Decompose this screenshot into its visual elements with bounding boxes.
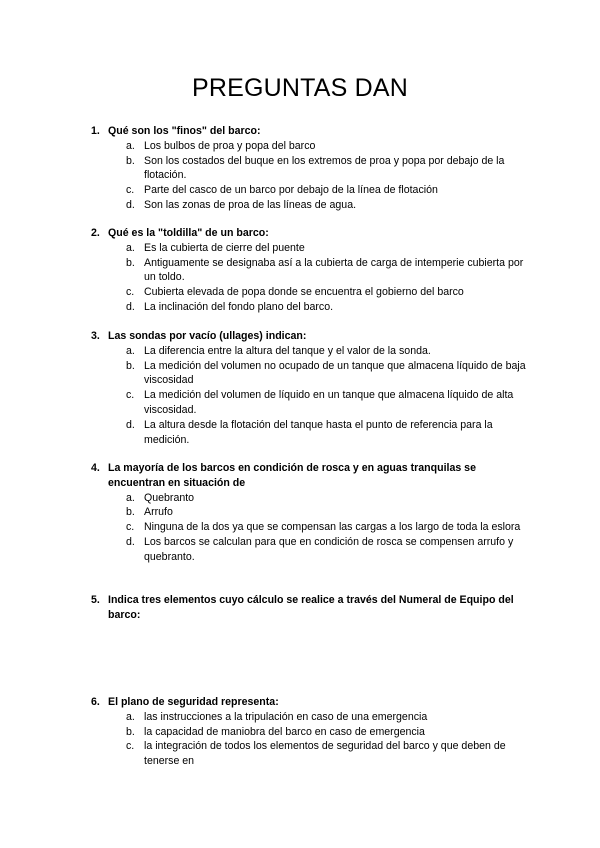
question-1 <box>91 124 531 213</box>
option-text: La diferencia entre la altura del tanque y el valor de la sonda. <box>144 344 431 357</box>
options-list <box>91 710 531 769</box>
question-heading <box>91 461 531 491</box>
option-letter: d. <box>126 535 135 548</box>
option-letter: a. <box>126 344 135 357</box>
page-title: PREGUNTAS DAN <box>191 74 409 102</box>
question-number: 3. <box>91 330 100 342</box>
option-item <box>91 505 531 520</box>
question-heading <box>91 593 531 623</box>
option-text: Quebranto <box>144 491 195 504</box>
option-letter: c. <box>126 389 135 402</box>
option-text: La medición del volumen no ocupado de un tanque que almacena líquido de baja viscosidad <box>144 359 526 387</box>
option-text: Parte del casco de un barco por debajo de la línea de flotación <box>144 184 438 197</box>
question-text: Qué son los "finos" del barco: <box>108 125 261 137</box>
option-letter: b. <box>126 506 135 519</box>
option-text: La inclinación del fondo plano del barco. <box>144 300 334 313</box>
question-number: 4. <box>91 462 100 474</box>
option-text: Son los costados del buque en los extremos de proa y popa por debajo de la flotación. <box>144 154 505 182</box>
option-letter: b. <box>126 359 135 372</box>
option-item <box>91 520 531 535</box>
option-letter: c. <box>126 184 135 197</box>
option-text: Cubierta elevada de popa donde se encuentra el gobierno del barco <box>144 286 464 299</box>
option-letter: b. <box>126 256 135 269</box>
option-letter: c. <box>126 521 135 534</box>
option-item <box>91 344 531 359</box>
option-item <box>91 359 531 389</box>
option-text: Antiguamente se designaba así a la cubierta de carga de intemperie cubierta por un toldo. <box>144 256 524 284</box>
option-item <box>91 256 531 286</box>
option-item <box>91 154 531 184</box>
options-list <box>91 491 531 565</box>
option-letter: d. <box>126 418 135 431</box>
question-text: El plano de seguridad representa: <box>108 696 279 708</box>
option-text: La altura desde la flotación del tanque hasta el punto de referencia para la medición. <box>144 418 493 446</box>
question-text: Qué es la "toldilla" de un barco: <box>108 227 269 239</box>
option-item <box>91 491 531 506</box>
option-text: las instrucciones a la tripulación en caso de una emergencia <box>144 710 428 723</box>
options-list <box>91 344 531 448</box>
question-number: 1. <box>91 125 100 137</box>
question-text: Indica tres elementos cuyo cálculo se realice a través del Numeral de Equipo del barco: <box>108 594 514 621</box>
option-letter: a. <box>126 710 135 723</box>
options-list <box>91 241 531 315</box>
question-2 <box>91 226 531 315</box>
option-item <box>91 725 531 740</box>
option-text: Los bulbos de proa y popa del barco <box>144 139 316 152</box>
question-heading <box>91 329 531 344</box>
question-5 <box>91 593 531 623</box>
question-text: La mayoría de los barcos en condición de rosca y en aguas tranquilas se encuentran en situación de <box>108 462 476 489</box>
question-heading <box>91 695 531 710</box>
option-item <box>91 241 531 256</box>
option-item <box>91 710 531 725</box>
question-heading <box>91 124 531 139</box>
option-text: Arrufo <box>144 506 173 519</box>
option-text: Los barcos se calculan para que en condición de rosca se compensen arrufo y quebranto. <box>144 535 514 563</box>
option-letter: b. <box>126 725 135 738</box>
option-text: Ninguna de la dos ya que se compensan las cargas a los largo de toda la eslora <box>144 521 521 534</box>
option-item <box>91 535 531 565</box>
option-item <box>91 198 531 213</box>
question-number: 6. <box>91 696 100 708</box>
option-letter: d. <box>126 300 135 313</box>
option-letter: a. <box>126 139 135 152</box>
option-letter: c. <box>126 740 135 753</box>
option-text: La medición del volumen de líquido en un tanque que almacena líquido de alta viscosidad. <box>144 389 514 416</box>
option-item <box>91 418 531 448</box>
question-heading <box>91 226 531 241</box>
option-item <box>91 139 531 154</box>
option-letter: a. <box>126 241 135 254</box>
option-text: Es la cubierta de cierre del puente <box>144 241 305 254</box>
question-number: 2. <box>91 227 100 239</box>
question-3 <box>91 329 531 447</box>
question-text: Las sondas por vacío (ullages) indican: <box>108 330 307 342</box>
option-letter: a. <box>126 491 135 504</box>
question-6 <box>91 695 531 769</box>
option-letter: b. <box>126 154 135 167</box>
question-4 <box>91 461 531 565</box>
option-item <box>91 183 531 198</box>
option-item <box>91 388 531 418</box>
option-text: Son las zonas de proa de las líneas de agua. <box>144 198 357 211</box>
option-letter: c. <box>126 286 135 299</box>
option-text: la integración de todos los elementos de seguridad del barco y que deben de tenerse en <box>144 740 506 768</box>
option-item <box>91 300 531 315</box>
options-list <box>91 139 531 213</box>
option-item <box>91 739 531 769</box>
option-letter: d. <box>126 198 135 211</box>
question-number: 5. <box>91 594 100 606</box>
option-text: la capacidad de maniobra del barco en caso de emergencia <box>144 725 425 738</box>
option-item <box>91 285 531 300</box>
